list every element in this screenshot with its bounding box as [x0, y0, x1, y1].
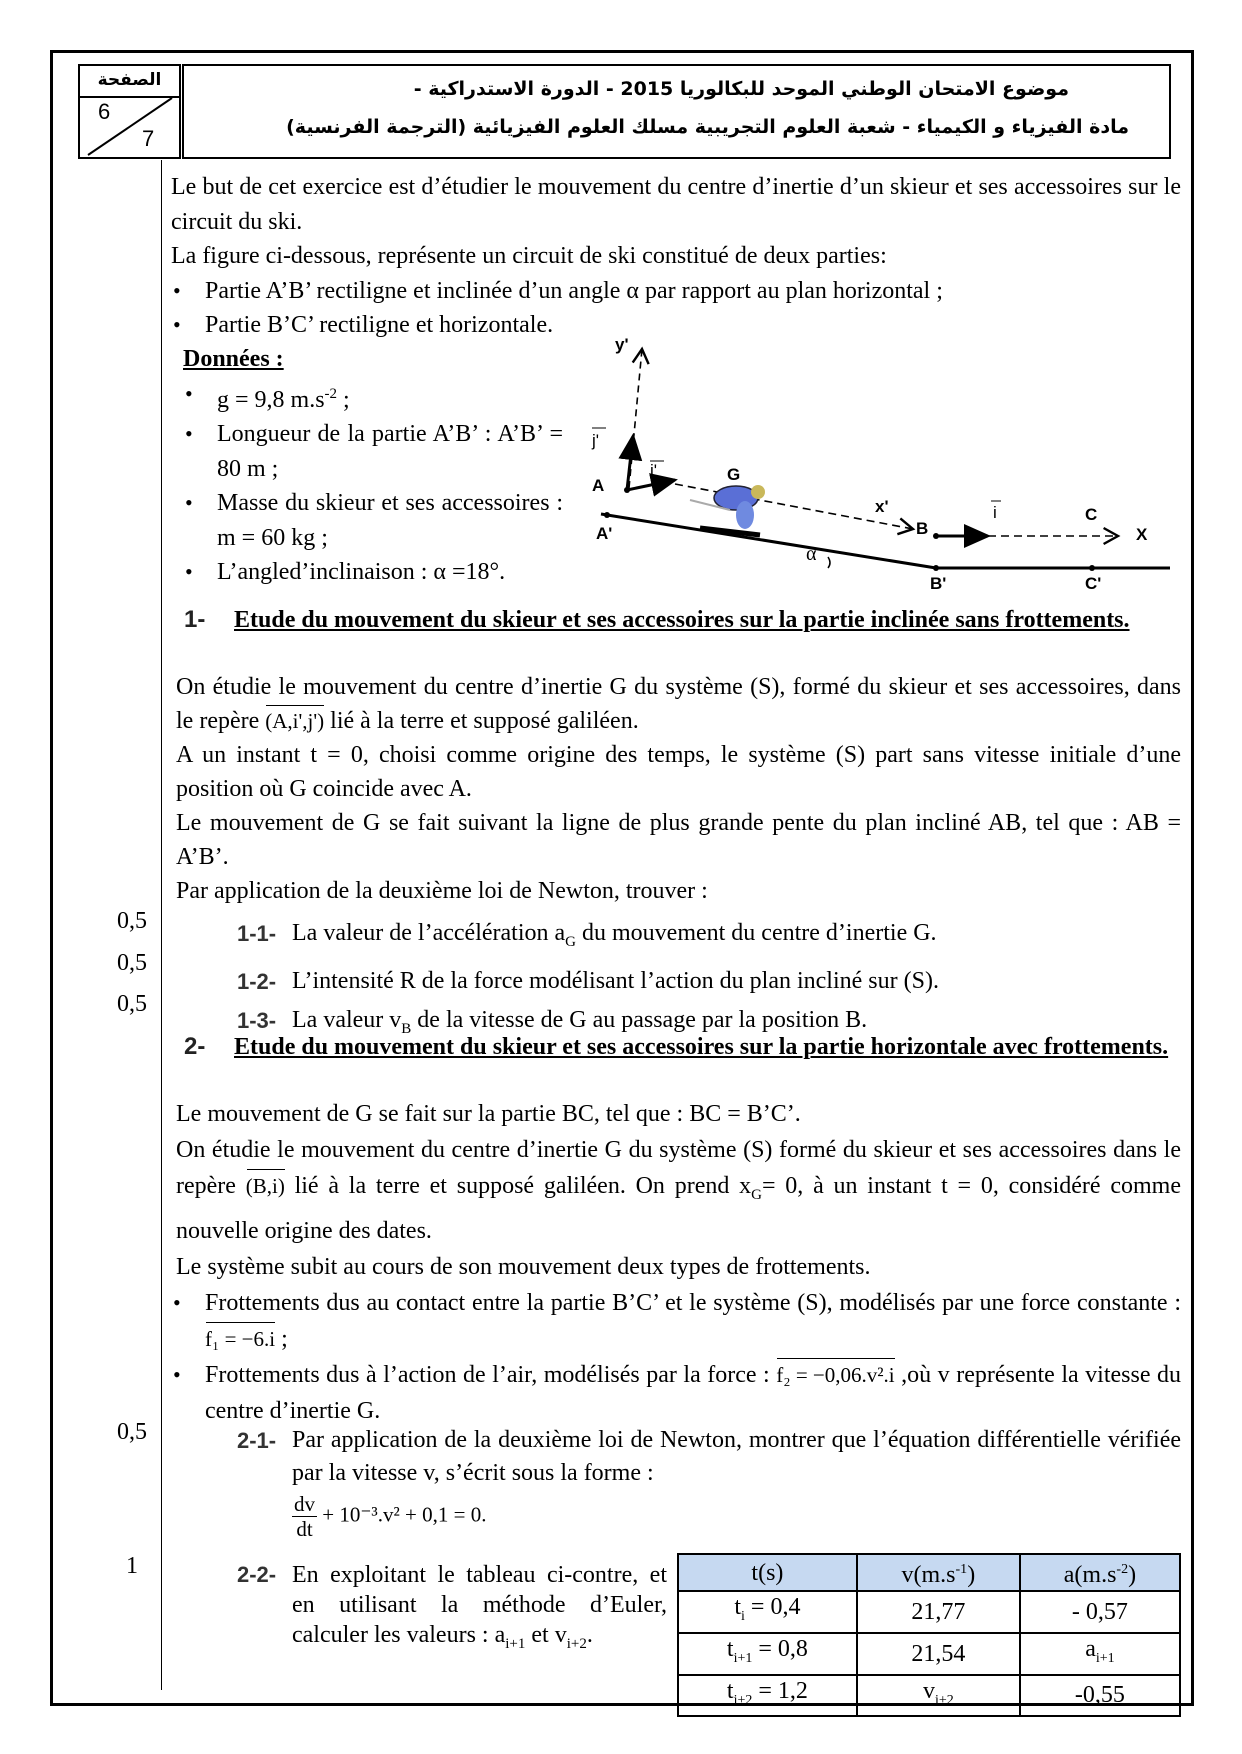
label-C-prime: C': [1085, 574, 1102, 593]
question-number: 2-1-: [237, 1428, 277, 1453]
label-A: A: [592, 476, 605, 495]
margin-line: [161, 160, 162, 1690]
friction-bullet-1: [171, 1285, 1181, 1357]
section1-questions: [237, 914, 1181, 1049]
section1-p3: Le mouvement de G se fait suivant la ligne de plus grande pente du plan incliné AB, tel que : AB = A’B’.: [176, 810, 1181, 870]
table-header-row: [678, 1554, 1180, 1591]
donnee-masse: • Masse du skieur et ses accessoires : m = 60 kg ;: [183, 486, 563, 555]
score: 0,5: [117, 991, 147, 1017]
section1-p4: Par application de la deuxième loi de Newton, trouver :: [176, 878, 708, 904]
subscript: G: [565, 933, 576, 950]
text: de la vitesse de G au passage par la position B.: [411, 1006, 868, 1033]
label-C: C: [1085, 505, 1098, 524]
i-prime-vector: [627, 480, 675, 490]
subscript: G: [751, 1186, 762, 1203]
t: t: [734, 1594, 742, 1620]
score: 1: [126, 1553, 138, 1579]
label-alpha: α: [806, 543, 817, 565]
donnee-longueur: • Longueur de la partie A’B’ : A’B’ = 80 m ;: [183, 417, 563, 486]
page-total: 7: [142, 126, 155, 151]
a: a: [1085, 1635, 1096, 1662]
equation-rest: + 10⁻³.v² + 0,1 = 0.: [317, 1502, 487, 1527]
label-A-prime: A': [596, 524, 613, 543]
text: et v: [525, 1622, 567, 1648]
cell-v: 21,77: [857, 1591, 1020, 1633]
formula-f1: f₁ = −6.i: [205, 1321, 275, 1357]
text: La valeur v: [292, 1006, 402, 1033]
t-value: = 0,8: [752, 1635, 808, 1662]
text: ;: [275, 1325, 288, 1352]
page-number: 6: [98, 99, 111, 124]
section1-p1: [176, 670, 1181, 738]
score: 0,5: [117, 1419, 147, 1445]
section2-body: [176, 1096, 1181, 1429]
cell-t: [678, 1591, 857, 1633]
label-i: i: [993, 503, 997, 522]
t-value: = 0,4: [744, 1594, 801, 1620]
label-X: X: [1136, 525, 1148, 544]
skier-icon: [690, 485, 765, 535]
g-end: ;: [337, 386, 350, 413]
euler-table: [677, 1553, 1181, 1717]
column-header: [678, 1554, 857, 1591]
intro-p2: La figure ci-dessous, représente un circuit de ski constitué de deux parties:: [171, 243, 887, 269]
question-1-2: [237, 962, 1181, 1001]
text: ,où v représente la vitesse du centre d’inertie G.: [205, 1361, 1181, 1424]
text: On étudie le mouvement du centre d’inertie G du système (S), formé du skieur et ses accessoires, dans le repère: [176, 674, 1181, 734]
section2-p2: [176, 1132, 1181, 1249]
sub: i+1: [1095, 1650, 1115, 1666]
fraction: [292, 1492, 317, 1541]
section1-body: [176, 670, 1181, 908]
section2-title: Etude du mouvement du skieur et ses accessoires sur la partie horizontale avec frottements.: [234, 1034, 1169, 1060]
donnees: [183, 342, 563, 590]
text: Frottements dus au contact entre la partie B’C’ et le système (S), modélisés par une force constante :: [205, 1289, 1181, 1316]
text: Frottements dus à l’action de l’air, modélisés par la force :: [205, 1361, 777, 1388]
section1-p2: A un instant t = 0, choisi comme origine des temps, le système (S) part sans vitesse initiale d’une position où G coincide avec A.: [176, 742, 1181, 802]
section2-heading: [184, 1030, 1181, 1065]
sub: i+2: [934, 1692, 954, 1708]
differential-equation: [292, 1492, 1181, 1541]
question-number: 1-3-: [237, 1007, 277, 1033]
cell-a: - 0,57: [1020, 1591, 1180, 1633]
denominator: dt: [296, 1517, 313, 1541]
t: t: [726, 1677, 734, 1704]
text: La valeur de l’accélération a: [292, 920, 566, 946]
question-1-1: [237, 914, 1181, 962]
v: v: [922, 1677, 935, 1704]
sub: i+2: [733, 1692, 753, 1708]
question-number: 1-2-: [237, 968, 277, 994]
t-value: = 1,2: [752, 1677, 808, 1704]
section2-number: 2-: [184, 1033, 206, 1060]
intro-bullet: • Partie B’C’ rectiligne et horizontale.: [171, 308, 1181, 343]
frame-notation: (A,i',j'): [265, 704, 324, 738]
question-2-1-body: [237, 1424, 1181, 1541]
numerator: dv: [294, 1492, 315, 1516]
exponent: -1: [955, 1562, 968, 1577]
text: lié à la terre et supposé galiléen.: [324, 708, 639, 734]
friction-bullet-2: [171, 1357, 1181, 1429]
label-B-prime: B': [930, 574, 947, 593]
score: 0,5: [117, 908, 147, 934]
label-j-prime: j': [592, 431, 600, 450]
header-text: a(m.s: [1063, 1562, 1117, 1588]
cell-t: [678, 1633, 857, 1675]
intro-bullet: • Partie A’B’ rectiligne et inclinée d’un angle α par rapport au plan horizontal ;: [171, 274, 1181, 309]
label-x-prime: x': [875, 497, 889, 516]
table-row: [678, 1633, 1180, 1675]
section2-p1: Le mouvement de G se fait sur la partie BC, tel que : BC = B’C’.: [176, 1101, 801, 1127]
sub: i: [741, 1608, 745, 1624]
exam-title-box: [182, 64, 1171, 159]
cell-a: [1020, 1633, 1180, 1675]
text: On étudie le mouvement du centre d’inertie G du système (S) formé du skieur et ses accessoires dans le repère: [176, 1137, 1181, 1199]
subscript: i+2: [566, 1635, 587, 1652]
g-text: g = 9,8 m.s: [217, 386, 325, 413]
label-i-prime: i': [650, 461, 658, 480]
exam-title-line1: موضوع الامتحان الوطني الموحد للبكالوريا 2015 - الدورة الاستدراكية -: [413, 78, 1069, 100]
intro-p1: Le but de cet exercice est d’étudier le mouvement du centre d’inertie d’un skieur et ses accessoires sur le circuit du ski.: [171, 174, 1181, 235]
donnees-title: Données :: [183, 346, 284, 372]
exponent: -2: [1116, 1562, 1129, 1577]
question-2-2-body: [237, 1560, 667, 1659]
table-row: [678, 1591, 1180, 1633]
section1-title: Etude du mouvement du skieur et ses accessoires sur la partie inclinée sans frottements.: [234, 607, 1130, 633]
question-2-1: [237, 1424, 1181, 1541]
slash-divider: [80, 96, 179, 157]
header-text: t(s): [751, 1559, 784, 1586]
text: = 0, à un instant t = 0, considéré comme nouvelle origine des dates.: [176, 1173, 1181, 1244]
text: En exploitant le tableau ci-contre, et en utilisant la méthode d’Euler, calculer les valeurs : a: [292, 1562, 667, 1648]
cell-a: -0,55: [1020, 1675, 1180, 1717]
column-header: $a(m.s^{-2})$: [1020, 1554, 1180, 1591]
label-B: B: [916, 519, 929, 538]
page-label: الصفحة: [80, 66, 179, 98]
score: 0,5: [117, 950, 147, 976]
subscript: i+1: [505, 1635, 526, 1652]
section1-heading: [184, 603, 1181, 638]
ski-circuit-figure: [570, 330, 1190, 600]
subscript: B: [401, 1020, 412, 1037]
cell-t: [678, 1675, 857, 1717]
section1-number: 1-: [184, 606, 206, 633]
angle-arc: [828, 557, 830, 568]
question-2-2: [237, 1560, 667, 1659]
text: lié à la terre et supposé galiléen. On prend x: [284, 1173, 752, 1199]
table-row: [678, 1675, 1180, 1717]
page-number-box: [78, 64, 181, 159]
sub: i+1: [733, 1650, 753, 1666]
column-header: $v(m.s^{-1})$: [857, 1554, 1020, 1591]
question-number: 2-2-: [237, 1562, 277, 1587]
cell-v: [857, 1675, 1020, 1717]
question-number: 1-1-: [237, 921, 277, 946]
frame-notation: (B,i): [246, 1168, 285, 1204]
text: .: [586, 1622, 593, 1648]
intro: [171, 170, 1181, 343]
t: t: [726, 1635, 734, 1662]
donnee-angle: • L’angled’inclinaison : α =18°.: [183, 555, 563, 590]
g-exponent: -2: [324, 385, 338, 402]
header-text: v(m.s: [901, 1562, 956, 1588]
cell-v: 21,54: [857, 1633, 1020, 1675]
label-G: G: [727, 465, 741, 484]
donnee-g: [183, 377, 563, 418]
exam-title-line2: مادة الفيزياء و الكيمياء - شعبة العلوم التجريبية مسلك العلوم الفيزيائية (الترجمة الفرنسية): [286, 116, 1129, 138]
text: du mouvement du centre d’inertie G.: [576, 920, 937, 946]
label-y-prime: y': [615, 335, 629, 354]
section2-p3: Le système subit au cours de son mouvement deux types de frottements.: [176, 1253, 871, 1280]
text: Par application de la deuxième loi de Newton, montrer que l’équation différentielle vérifiée par la vitesse v, s’écrit sous la forme :: [292, 1427, 1181, 1486]
incline-line: [601, 514, 936, 568]
formula-f2: f₂ = −0,06.v².i: [776, 1357, 894, 1393]
text: L’intensité R de la force modélisant l’action du plan incliné sur (S).: [292, 967, 939, 994]
